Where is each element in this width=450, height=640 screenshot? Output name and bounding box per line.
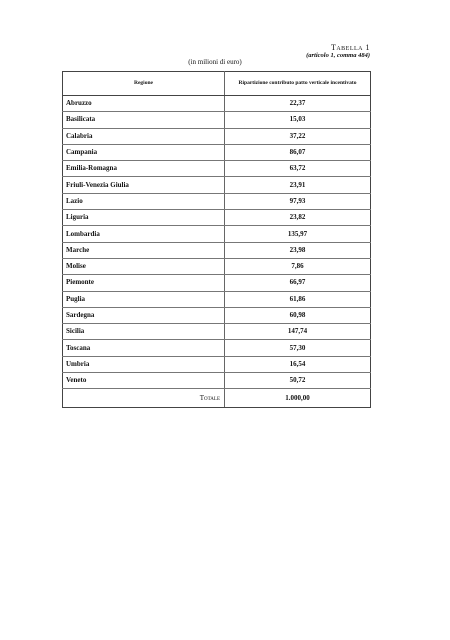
table-row [63,193,371,209]
allocation-value: 22,37 [225,96,371,112]
allocation-value: 7,86 [225,258,371,274]
allocation-value: 23,82 [225,210,371,226]
allocation-value: 23,98 [225,242,371,258]
allocation-value: 16,54 [225,356,371,372]
table-row [63,177,371,193]
table-header-row [63,72,371,96]
region-name: Molise [63,258,225,274]
allocation-value: 135,97 [225,226,371,242]
region-name: Marche [63,242,225,258]
allocation-value: 97,93 [225,193,371,209]
total-label: Totale [63,389,225,408]
allocation-value: 147,74 [225,324,371,340]
table-row [63,161,371,177]
region-name: Piemonte [63,275,225,291]
allocation-value: 57,30 [225,340,371,356]
region-name: Lazio [63,193,225,209]
region-name: Campania [63,144,225,160]
region-name: Sardegna [63,307,225,323]
region-name: Basilicata [63,112,225,128]
table-row [63,242,371,258]
table-body [63,96,371,389]
region-name: Friuli-Venezia Giulia [63,177,225,193]
allocation-value: 61,86 [225,291,371,307]
allocation-value: 50,72 [225,373,371,389]
region-name: Umbria [63,356,225,372]
allocation-table [62,71,371,408]
table-reference: (articolo 1, comma 484) [306,52,370,59]
total-value: 1.000,00 [225,389,371,408]
allocation-value: 86,07 [225,144,371,160]
region-name: Puglia [63,291,225,307]
region-name: Toscana [63,340,225,356]
column-header-region: Regione [63,72,225,96]
region-name: Liguria [63,210,225,226]
table-row [63,96,371,112]
table-row [63,356,371,372]
table-title: Tabella 1 [330,43,370,52]
allocation-value: 66,97 [225,275,371,291]
region-name: Emilia-Romagna [63,161,225,177]
allocation-value: 63,72 [225,161,371,177]
allocation-value: 23,91 [225,177,371,193]
allocation-value: 60,98 [225,307,371,323]
region-name: Abruzzo [63,96,225,112]
table-row [63,210,371,226]
table-row [63,275,371,291]
table-row [63,112,371,128]
table-row [63,307,371,323]
allocation-value: 15,03 [225,112,371,128]
table-row [63,340,371,356]
unit-caption: (in milioni di euro) [188,58,242,66]
allocation-value: 37,22 [225,128,371,144]
table-row [63,144,371,160]
region-name: Lombardia [63,226,225,242]
table-row [63,226,371,242]
table-row [63,324,371,340]
total-row [63,389,371,408]
table-row [63,128,371,144]
region-name: Veneto [63,373,225,389]
region-name: Calabria [63,128,225,144]
region-name: Sicilia [63,324,225,340]
column-header-allocation: Ripartizione contributo patto verticale incentivato [225,72,371,96]
table-row [63,291,371,307]
table-row [63,373,371,389]
table-row [63,258,371,274]
